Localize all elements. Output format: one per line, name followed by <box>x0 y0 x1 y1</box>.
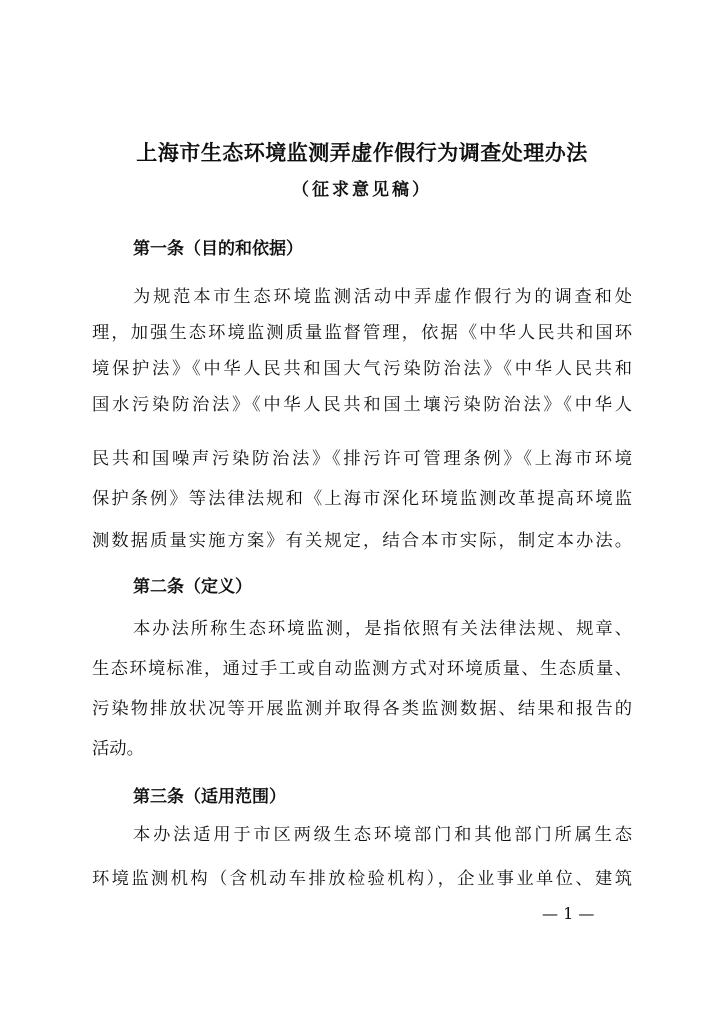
article-1-heading: 第一条（目的和依据） <box>133 239 303 259</box>
article-1-line-2: 理，加强生态环境监测质量监督管理，依据《中华人民共和国环 <box>92 323 632 343</box>
article-2-line-4: 活动。 <box>92 739 144 759</box>
page-number: — 1 — <box>542 904 595 923</box>
article-2-line-1: 本办法所称生态环境监测，是指依照有关法律法规、规章、 <box>133 619 632 639</box>
article-1-line-3: 境保护法》《中华人民共和国大气污染防治法》《中华人民共和 <box>92 359 632 379</box>
article-3-line-1: 本办法适用于市区两级生态环境部门和其他部门所属生态 <box>133 825 632 845</box>
article-2-line-3: 污染物排放状况等开展监测并取得各类监测数据、结果和报告的 <box>92 699 632 719</box>
article-1-line-7: 测数据质量实施方案》有关规定，结合本市实际，制定本办法。 <box>92 531 632 551</box>
article-3-heading: 第三条（适用范围） <box>133 787 286 807</box>
article-1-line-1: 为规范本市生态环境监测活动中弄虚作假行为的调查和处 <box>133 287 632 307</box>
article-3-line-2: 环境监测机构（含机动车排放检验机构），企业事业单位、建筑 <box>92 869 632 889</box>
article-2-line-2: 生态环境标准，通过手工或自动监测方式对环境质量、生态质量、 <box>92 659 632 679</box>
article-1-line-4: 国水污染防治法》《中华人民共和国土壤污染防治法》《中华人 <box>92 395 632 415</box>
article-2-heading: 第二条（定义） <box>133 577 252 597</box>
document-subtitle: （征求意见稿） <box>292 180 432 200</box>
article-1-line-5: 民共和国噪声污染防治法》《排污许可管理条例》《上海市环境 <box>92 449 632 469</box>
article-1-line-6: 保护条例》等法律法规和《上海市深化环境监测改革提高环境监 <box>92 489 632 509</box>
document-title: 上海市生态环境监测弄虚作假行为调查处理办法 <box>136 140 588 165</box>
